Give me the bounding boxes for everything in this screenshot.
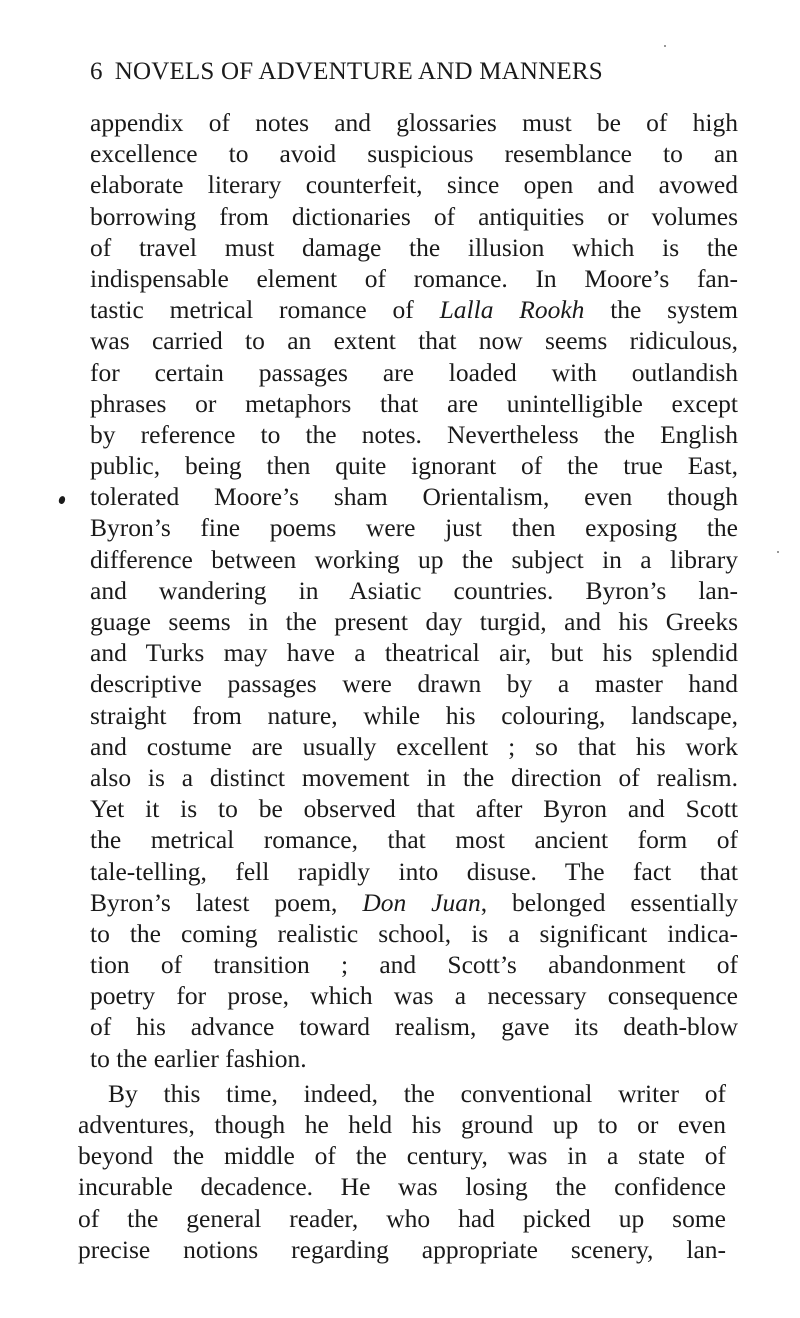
text-line bbox=[90, 762, 738, 793]
text-line bbox=[78, 1171, 726, 1202]
text-line bbox=[90, 575, 738, 606]
text-line bbox=[90, 481, 738, 512]
text-segment: difference between working up the subject in a library bbox=[90, 544, 738, 574]
text-segment: precise notions regarding appropriate scenery, lan- bbox=[78, 1234, 726, 1264]
text-line bbox=[90, 606, 738, 637]
text-segment: By this time, indeed, the conventional writer of bbox=[108, 1078, 726, 1108]
text-segment: of the general reader, who had picked up some bbox=[78, 1203, 726, 1233]
text-segment: excellence to avoid suspicious resemblance to an bbox=[90, 139, 738, 169]
text-segment: Byron’s latest poem, bbox=[90, 887, 363, 917]
text-segment: public, being then quite ignorant of the true East, bbox=[90, 451, 738, 481]
text-line bbox=[90, 232, 738, 263]
text-line bbox=[90, 637, 738, 668]
text-line bbox=[78, 1234, 726, 1265]
text-segment: to the earlier fashion. bbox=[90, 1043, 307, 1073]
text-segment: poetry for prose, which was a necessary consequence bbox=[90, 981, 738, 1011]
body-text bbox=[0, 107, 800, 1265]
text-line bbox=[90, 201, 738, 232]
running-head bbox=[90, 58, 710, 86]
text-line bbox=[90, 1043, 738, 1074]
text-segment: tale-telling, fell rapidly into disuse. The fact that bbox=[90, 856, 738, 886]
text-line bbox=[90, 450, 738, 481]
text-segment: beyond the middle of the century, was in a state of bbox=[78, 1141, 726, 1171]
text-segment: indispensable element of romance. In Moore’s fan- bbox=[90, 263, 738, 293]
text-line bbox=[90, 138, 738, 169]
text-line bbox=[90, 294, 738, 325]
text-segment: appendix of notes and glossaries must be of high bbox=[90, 108, 738, 137]
text-segment: and wandering in Asiatic countries. Byron’s lan- bbox=[90, 575, 738, 605]
page-number: 6 bbox=[90, 58, 103, 85]
text-segment: and Turks may have a theatrical air, but his splendid bbox=[90, 638, 738, 668]
text-segment: tolerated Moore’s sham Orientalism, even though bbox=[90, 482, 738, 512]
text-line bbox=[90, 949, 738, 980]
text-segment: and costume are usually excellent ; so that his work bbox=[90, 731, 738, 761]
text-segment: guage seems in the present day turgid, and his Greeks bbox=[90, 607, 738, 636]
text-segment: of travel must damage the illusion which is the bbox=[90, 232, 738, 262]
paragraph bbox=[0, 107, 800, 1074]
paragraph bbox=[0, 1078, 800, 1265]
text-segment: descriptive passages were drawn by a master hand bbox=[90, 669, 738, 699]
text-segment: adventures, though he held his ground up to or even bbox=[78, 1110, 726, 1139]
text-segment: of his advance toward realism, gave its death-blow bbox=[90, 1012, 738, 1042]
text-line bbox=[90, 419, 738, 450]
text-segment: the metrical romance, that most ancient form of bbox=[90, 825, 738, 855]
text-segment: by reference to the notes. Nevertheless the English bbox=[90, 419, 738, 449]
text-segment: phrases or metaphors that are unintelligible except bbox=[90, 388, 738, 418]
text-segment: tion of transition ; and Scott’s abandonment of bbox=[90, 950, 738, 980]
text-segment: also is a distinct movement in the direction of realism. bbox=[90, 762, 738, 792]
running-title: NOVELS OF ADVENTURE AND MANNERS bbox=[114, 58, 603, 85]
text-line bbox=[90, 731, 738, 762]
text-segment: straight from nature, while his colouring, landscape, bbox=[90, 700, 738, 730]
text-segment: for certain passages are loaded with outlandish bbox=[90, 357, 738, 387]
text-line bbox=[90, 107, 738, 138]
text-line bbox=[78, 1203, 726, 1234]
text-line bbox=[78, 1140, 726, 1171]
text-line bbox=[90, 357, 738, 388]
text-segment: was carried to an extent that now seems ridiculous, bbox=[90, 326, 738, 356]
text-line bbox=[90, 512, 738, 543]
text-line bbox=[90, 388, 738, 419]
text-segment: borrowing from dictionaries of antiquities or volumes bbox=[90, 201, 738, 231]
text-line bbox=[78, 1109, 726, 1140]
text-line bbox=[90, 856, 738, 887]
text-line bbox=[90, 918, 738, 949]
text-line bbox=[90, 169, 738, 200]
edge-speck bbox=[664, 45, 666, 47]
text-segment: the system bbox=[584, 295, 739, 325]
text-line bbox=[90, 700, 738, 731]
text-line bbox=[108, 1078, 726, 1109]
text-segment: to the coming realistic school, is a significant indica- bbox=[90, 918, 738, 948]
text-segment: , belonged essentially bbox=[480, 887, 738, 917]
text-segment: incurable decadence. He was losing the confidence bbox=[78, 1172, 726, 1202]
text-line bbox=[90, 887, 738, 918]
text-line bbox=[90, 263, 738, 294]
text-segment: Yet it is to be observed that after Byron and Scott bbox=[90, 794, 738, 824]
text-line bbox=[90, 668, 738, 699]
text-segment: tastic metrical romance of bbox=[90, 295, 440, 325]
text-line bbox=[90, 544, 738, 575]
text-line bbox=[90, 793, 738, 824]
text-segment: elaborate literary counterfeit, since open and avowed bbox=[90, 170, 738, 200]
text-line bbox=[90, 980, 738, 1011]
text-segment: Byron’s fine poems were just then exposing the bbox=[90, 513, 738, 543]
text-line bbox=[90, 824, 738, 855]
italic-title: Lalla Rookh bbox=[439, 295, 585, 325]
italic-title: Don Juan bbox=[362, 887, 481, 917]
text-line bbox=[90, 1011, 738, 1042]
text-line bbox=[90, 325, 738, 356]
